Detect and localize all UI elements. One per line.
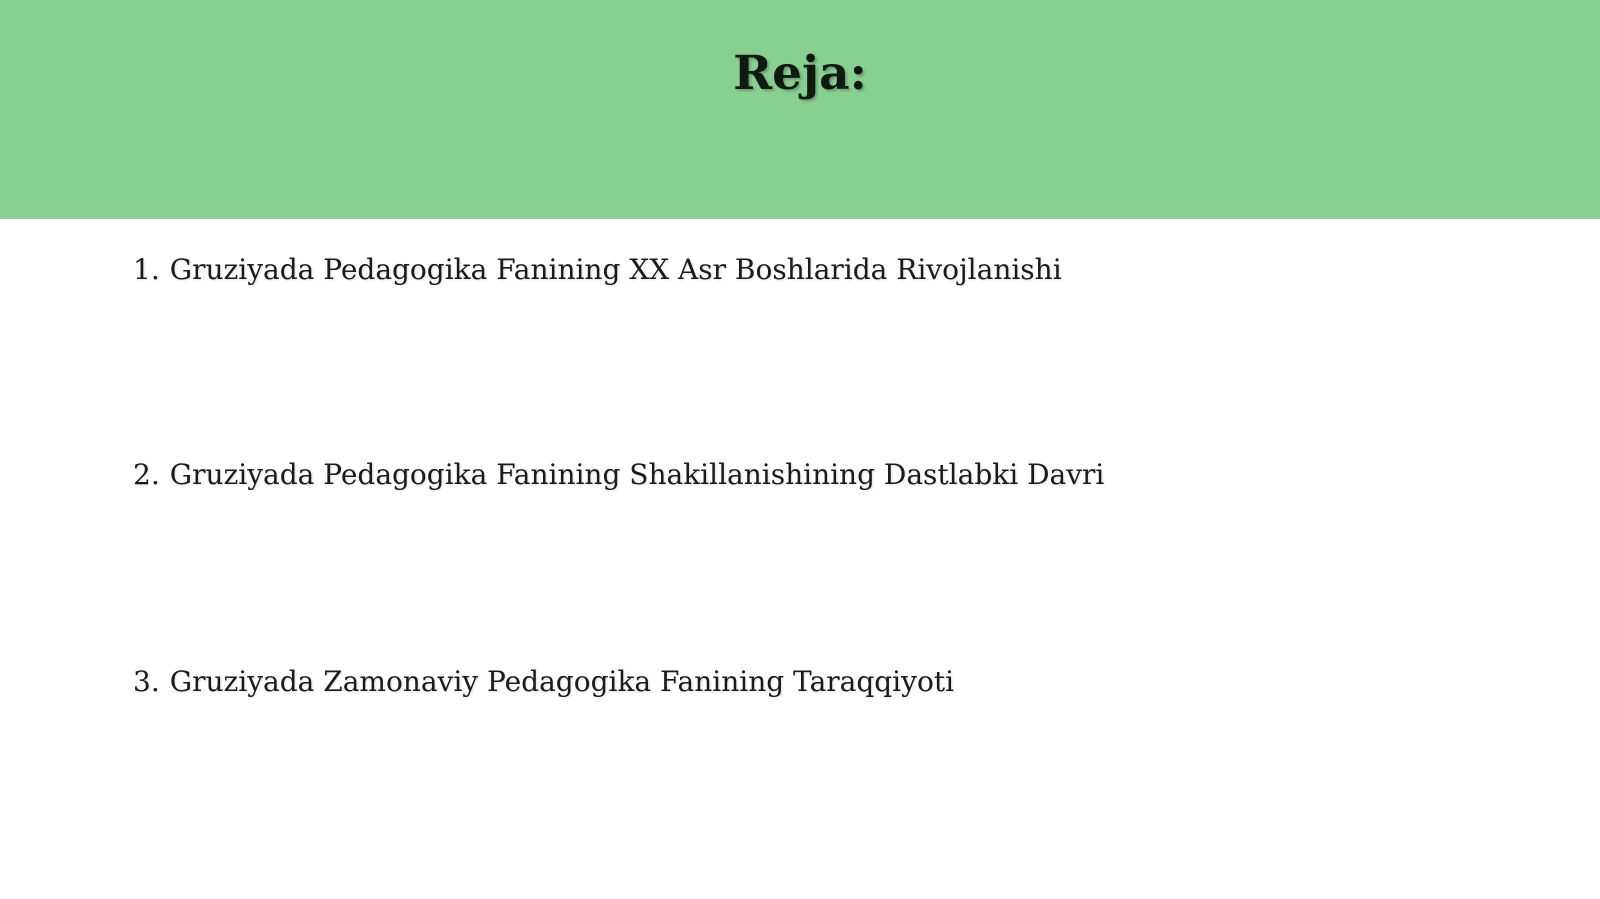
plan-item [133,250,1062,290]
slide-title: Reja: [733,46,867,101]
plan-item-text: Gruziyada Pedagogika Fanining Shakillanishining Dastlabki Davri [169,458,1105,491]
plan-item [133,455,1104,495]
plan-item-text: Gruziyada Zamonaviy Pedagogika Fanining Taraqqiyoti [169,665,955,698]
plan-item-number: 1. [133,253,160,286]
plan-item [133,662,954,702]
plan-item-number: 3. [133,665,160,698]
plan-item-number: 2. [133,458,160,491]
plan-item-text: Gruziyada Pedagogika Fanining XX Asr Boshlarida Rivojlanishi [169,253,1062,286]
slide-header-band [0,0,1600,219]
